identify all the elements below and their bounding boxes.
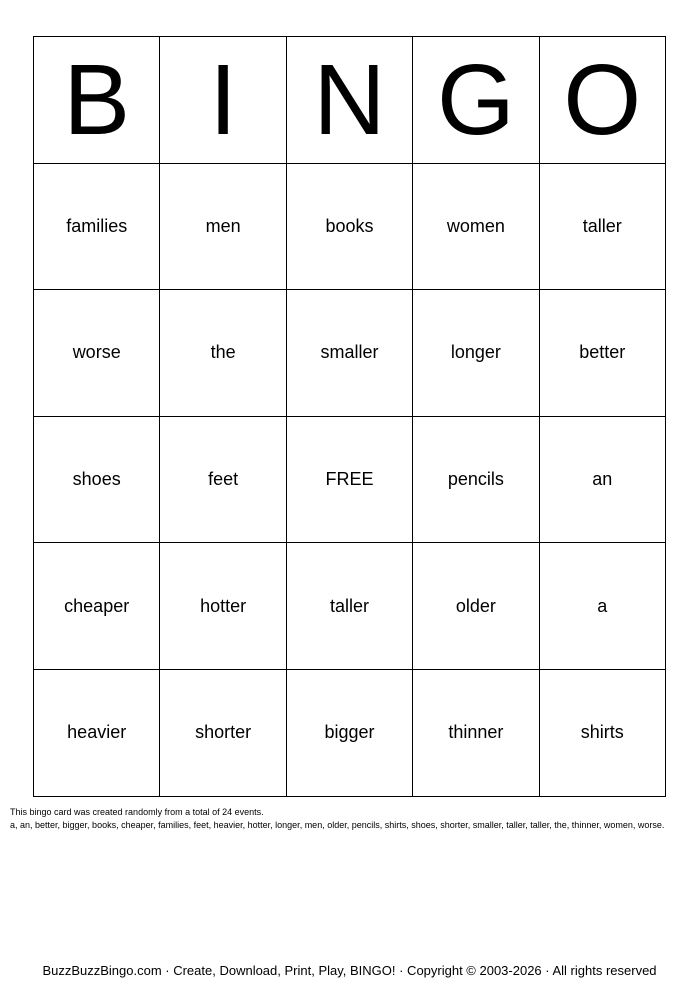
bingo-cell: families xyxy=(34,163,160,290)
header-letter-o: O xyxy=(539,37,665,164)
bingo-cell: older xyxy=(413,543,539,670)
bingo-cell: heavier xyxy=(34,669,160,796)
bingo-cell: better xyxy=(539,290,665,417)
bingo-cell: taller xyxy=(539,163,665,290)
bingo-cell: thinner xyxy=(413,669,539,796)
bingo-cell: books xyxy=(286,163,412,290)
bingo-cell: feet xyxy=(160,416,286,543)
bingo-cell: a xyxy=(539,543,665,670)
bingo-card xyxy=(33,36,666,797)
bingo-cell: longer xyxy=(413,290,539,417)
card-row xyxy=(34,416,666,543)
bingo-cell: bigger xyxy=(286,669,412,796)
header-letter-i: I xyxy=(160,37,286,164)
header-row xyxy=(34,37,666,164)
header-letter-g: G xyxy=(413,37,539,164)
bingo-cell: the xyxy=(160,290,286,417)
card-row xyxy=(34,163,666,290)
bingo-cell: smaller xyxy=(286,290,412,417)
bingo-cell: shorter xyxy=(160,669,286,796)
header-letter-n: N xyxy=(286,37,412,164)
bingo-cell: hotter xyxy=(160,543,286,670)
bingo-cell: cheaper xyxy=(34,543,160,670)
bingo-cell: shirts xyxy=(539,669,665,796)
card-row xyxy=(34,669,666,796)
bingo-cell: an xyxy=(539,416,665,543)
bingo-cell: pencils xyxy=(413,416,539,543)
card-row xyxy=(34,290,666,417)
bingo-cell: women xyxy=(413,163,539,290)
bingo-cell: men xyxy=(160,163,286,290)
free-space-cell: FREE xyxy=(286,416,412,543)
word-list-note: a, an, better, bigger, books, cheaper, families, feet, heavier, hotter, longer, men, older, pencils, shirts, shoes, shorter, smaller, taller, taller, the, thinner, women, worse. xyxy=(10,820,665,830)
bingo-cell: shoes xyxy=(34,416,160,543)
card-row xyxy=(34,543,666,670)
site-footer: BuzzBuzzBingo.com · Create, Download, Print, Play, BINGO! · Copyright © 2003-2026 · All rights reserved xyxy=(42,963,657,978)
header-letter-b: B xyxy=(34,37,160,164)
card-summary-note: This bingo card was created randomly from a total of 24 events. xyxy=(10,807,264,817)
bingo-cell: taller xyxy=(286,543,412,670)
bingo-cell: worse xyxy=(34,290,160,417)
